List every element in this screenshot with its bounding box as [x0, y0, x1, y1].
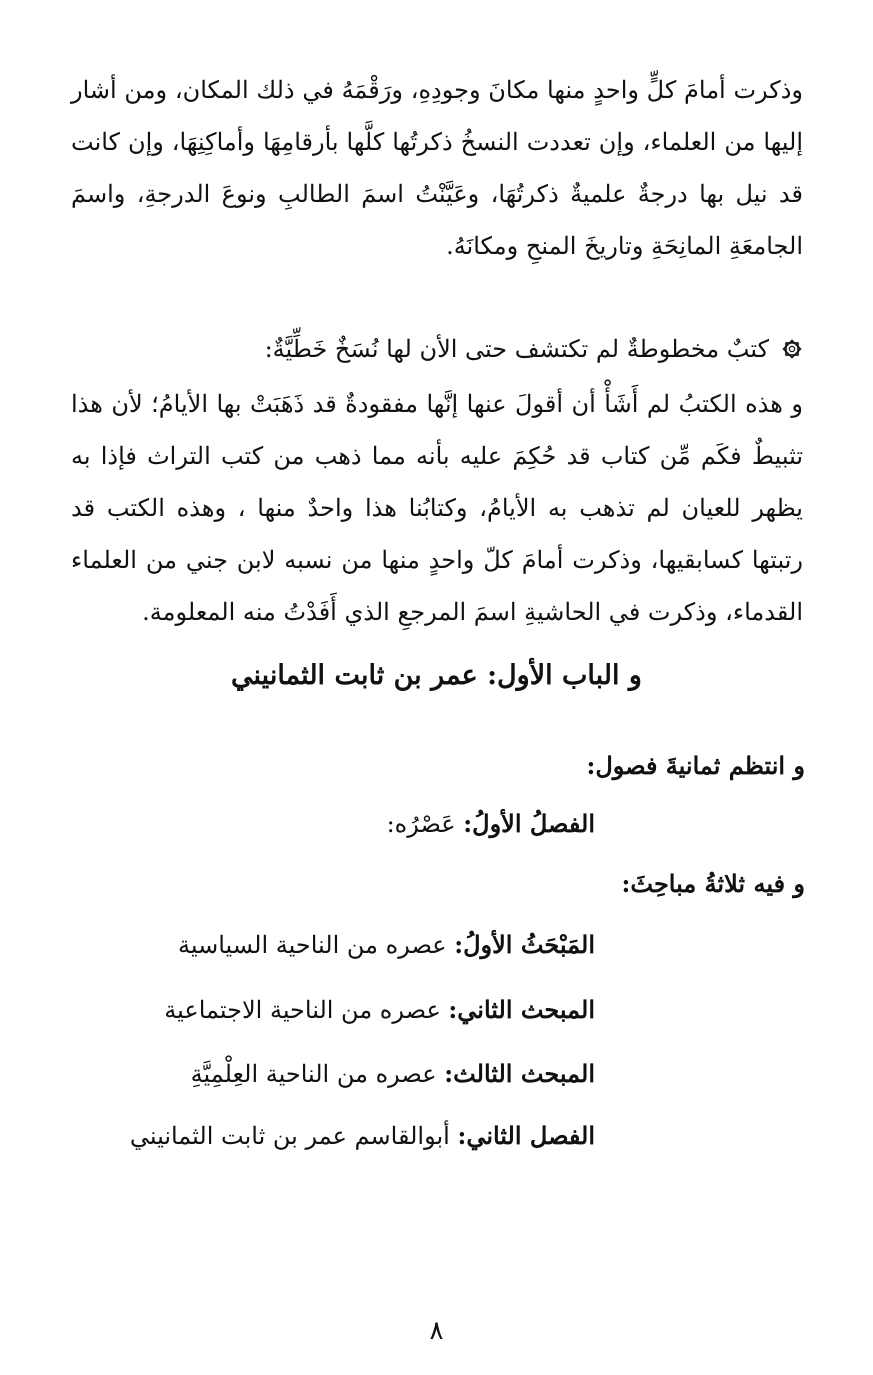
- bullet-heading-text: كتبٌ مخطوطةٌ لم تكتشف حتى الأن لها نُسَخٌ خَطِّيَّةٌ:: [264, 335, 769, 363]
- topic-label: المبحث الثالث:: [444, 1059, 595, 1088]
- page-number: ٨: [429, 1316, 444, 1346]
- topic-text: عصره من الناحية السياسية: [177, 931, 447, 959]
- chapter-2-text: أبوالقاسم عمر بن ثابت الثمانيني: [129, 1122, 450, 1150]
- topics-intro: و فيه ثلاثةُ مباحِثَ:: [621, 869, 805, 898]
- chapter-1-label: الفصلُ الأولُ:: [463, 809, 595, 838]
- manuscript-bullet-heading: [71, 324, 803, 374]
- topic-line: [178, 923, 595, 967]
- intro-paragraph: وذكرت أمامَ كلٍّ واحدٍ منها مكانَ وجودِهِ، ورَقْمَهُ في ذلك المكان، ومن أشار إليها من العلماء، وإن تعددت النسخُ ذكرتُها كلَّها بأرقامِهَا وأماكِنِهَا، وإن كانت قد نيل بها درجةٌ علميةٌ ذكرتُهَا، وعَيَّنْتُ اسمَ الطالبِ ونوعَ الدرجةِ، واسمَ الجامعَةِ المانِحَةِ وتاريخَ المنحِ ومكانَهُ.: [71, 76, 804, 260]
- chapter-1-text: عَصْرُه:: [386, 810, 456, 838]
- topic-label: المَبْحَثُ الأولُ:: [454, 930, 595, 959]
- topic-label: المبحث الثاني:: [448, 995, 595, 1024]
- topic-line: [191, 1052, 595, 1096]
- chapter-2-label: الفصل الثاني:: [457, 1121, 595, 1150]
- topic-line: [164, 988, 595, 1032]
- manuscripts-paragraph: و هذه الكتبُ لم أَشَأْ أن أقولَ عنها إنَّها مفقودةٌ قد ذَهَبَتْ بها الأيامُ؛ لأن هذا تثبيطٌ فكَم مِّن كتاب قد حُكِمَ عليه بأنه مما ذهب من كتب التراث فإذا به يظهر للعيان لم تذهب به الأيامُ، وكتابُنا هذا واحدٌ منها ، وهذه الكتب قد رتبتها كسابقيها، وذكرت أمامَ كلّ واحدٍ منها من نسبه لابن جني من العلماء القدماء، وذكرت في الحاشيةِ اسمَ المرجعِ الذي أَفَدْتُ منه المعلومة.: [71, 390, 803, 626]
- chapter-2-line: [130, 1114, 595, 1158]
- topic-text: عصره من الناحية العِلْمِيَّةِ: [190, 1060, 437, 1088]
- chapter-title: و الباب الأول: عمر بن ثابت الثمانيني: [231, 660, 642, 691]
- topic-text: عصره من الناحية الاجتماعية: [164, 996, 441, 1024]
- octagram-star-icon: [781, 338, 803, 360]
- sections-intro: و انتظم ثمانيةَ فصول:: [586, 751, 805, 780]
- chapter-1-line: [387, 802, 595, 846]
